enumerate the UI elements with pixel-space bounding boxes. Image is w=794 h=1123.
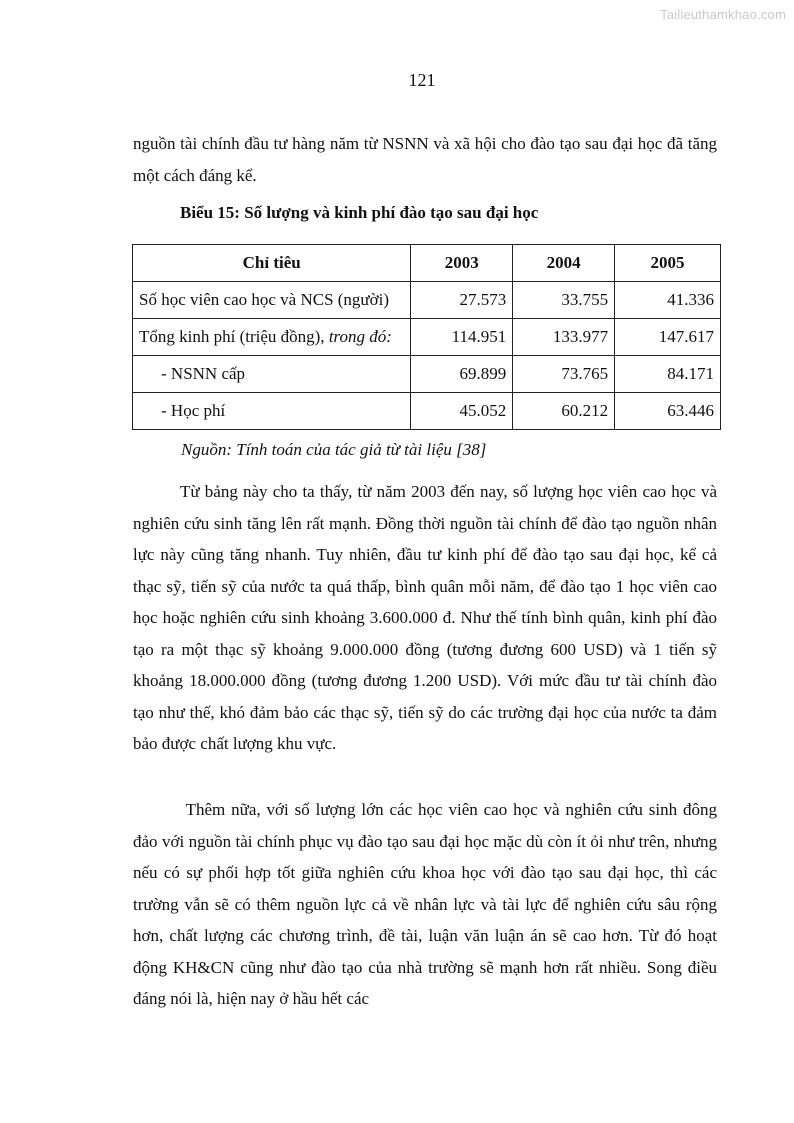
header-2003: 2003 <box>411 245 513 282</box>
body-paragraph-3 <box>133 794 717 1015</box>
row-label-suffix: trong đó: <box>328 327 392 346</box>
table-caption: Biểu 15: Số lượng và kinh phí đào tạo sau đại học <box>180 203 539 222</box>
watermark-text: Tailieuthamkhao.com <box>660 7 786 22</box>
table-row <box>133 282 721 319</box>
row-label <box>133 319 411 356</box>
table-row <box>133 393 721 430</box>
cell-value: 60.212 <box>513 393 615 430</box>
row-label-text: Tổng kinh phí (triệu đồng), <box>139 327 329 346</box>
table-row <box>133 319 721 356</box>
cell-value: 114.951 <box>411 319 513 356</box>
intro-paragraph: nguồn tài chính đầu tư hàng năm từ NSNN và xã hội cho đào tạo sau đại học đã tăng một cách đáng kể. <box>133 134 717 185</box>
body-paragraph-3-text: Thêm nữa, với số lượng lớn các học viên cao học và nghiên cứu sinh đông đảo với nguồn tài chính phục vụ đào tạo sau đại học mặc dù còn ít ỏi như trên, nhưng nếu có sự phối hợp tốt giữa nghiên cứu khoa học với đào tạo sau đại học, thì các trường vẫn sẽ có thêm nguồn lực cả về nhân lực và tài lực để nghiên cứu sâu rộng hơn, chất lượng các chương trình, đề tài, luận văn luận án sẽ cao hơn. Từ đó hoạt động KH&CN cũng như đào tạo của nhà trường sẽ mạnh hơn rất nhiều. Song điều đáng nói là, hiện nay ở hầu hết các <box>133 800 717 1008</box>
cell-value: 73.765 <box>513 356 615 393</box>
table-row <box>133 356 721 393</box>
cell-value: 27.573 <box>411 282 513 319</box>
cell-value: 63.446 <box>615 393 721 430</box>
page-number: 121 <box>408 70 436 90</box>
cell-value: 45.052 <box>411 393 513 430</box>
cell-value: 41.336 <box>615 282 721 319</box>
cell-value: 147.617 <box>615 319 721 356</box>
body-paragraph-2-text: Từ bảng này cho ta thấy, từ năm 2003 đến nay, số lượng học viên cao học và nghiên cứu sinh tăng lên rất mạnh. Đồng thời nguồn tài chính để đào tạo nguồn nhân lực này cũng tăng nhanh. Tuy nhiên, đầu tư kinh phí để đào tạo sau đại học, kể cả thạc sỹ, tiến sỹ của nước ta quá thấp, bình quân mỗi năm, để đào tạo 1 học viên cao học hoặc nghiên cứu sinh khoảng 3.600.000 đ. Như thế tính bình quân, kinh phí đào tạo ra một thạc sỹ khoảng 9.000.000 đồng (tương đương 600 USD) và 1 tiến sỹ khoảng 18.000.000 đồng (tương đương 1.200 USD). Với mức đầu tư tài chính đào tạo như thế, khó đảm bảo các thạc sỹ, tiến sỹ do các trường đại học của nước ta đảm bảo được chất lượng khu vực. <box>133 482 717 753</box>
row-label: - Học phí <box>133 393 411 430</box>
row-label: - NSNN cấp <box>133 356 411 393</box>
header-indicator: Chỉ tiêu <box>133 245 411 282</box>
header-2004: 2004 <box>513 245 615 282</box>
table-header-row <box>133 245 721 282</box>
cell-value: 84.171 <box>615 356 721 393</box>
body-paragraph-2 <box>133 476 717 760</box>
cell-value: 33.755 <box>513 282 615 319</box>
row-label: Số học viên cao học và NCS (người) <box>133 282 411 319</box>
cell-value: 69.899 <box>411 356 513 393</box>
cell-value: 133.977 <box>513 319 615 356</box>
source-note: Nguồn: Tính toán của tác giả từ tài liệu [38] <box>181 440 487 459</box>
data-table <box>132 244 721 430</box>
header-2005: 2005 <box>615 245 721 282</box>
